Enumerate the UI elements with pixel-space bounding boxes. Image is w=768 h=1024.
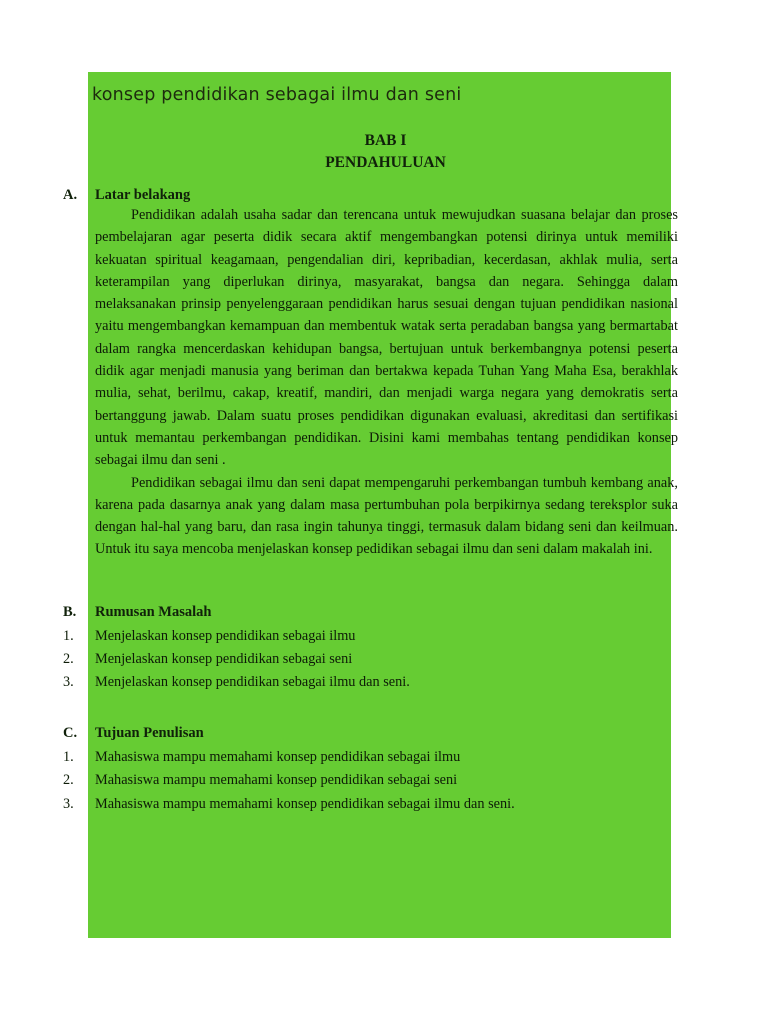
section-letter-c: C. bbox=[63, 725, 78, 742]
list-rumusan-masalah bbox=[63, 625, 678, 694]
list-item-text: Menjelaskan konsep pendidikan sebagai seni bbox=[95, 650, 353, 667]
section-heading-a bbox=[63, 187, 678, 204]
document-body bbox=[63, 130, 678, 816]
list-item bbox=[63, 625, 678, 648]
list-item bbox=[63, 648, 678, 671]
document-title: konsep pendidikan sebagai ilmu dan seni bbox=[92, 85, 462, 105]
list-item-number: 3. bbox=[63, 674, 74, 691]
section-letter-a: A. bbox=[63, 187, 78, 203]
list-item bbox=[63, 671, 678, 694]
chapter-heading bbox=[93, 130, 678, 174]
list-item-number: 2. bbox=[63, 650, 74, 667]
list-item-text: Menjelaskan konsep pendidikan sebagai ilmu bbox=[95, 627, 356, 644]
section-title-c: Tujuan Penulisan bbox=[95, 725, 204, 742]
list-item bbox=[63, 746, 678, 769]
chapter-heading-line-1: BAB I bbox=[364, 132, 407, 149]
paragraph-a-2: Pendidikan sebagai ilmu dan seni dapat mempengaruhi perkembangan tumbuh kembang anak, karena pada dasarnya anak yang dalam masa pertumbuhan pola berpikirnya sedang tereksplor suka dengan hal-hal yang baru, dan rasa ingin tahunya tinggi, termasuk dalam bidang seni dan keilmuan. Untuk itu saya mencoba menjelaskan konsep pedidikan sebagai ilmu dan seni dalam makalah ini. bbox=[95, 474, 678, 558]
section-letter-b: B. bbox=[63, 603, 77, 620]
section-title-b: Rumusan Masalah bbox=[95, 603, 212, 620]
section-heading-c bbox=[63, 725, 678, 742]
list-item-number: 1. bbox=[63, 627, 74, 644]
list-tujuan-penulisan bbox=[63, 746, 678, 815]
list-item-number: 1. bbox=[63, 749, 74, 766]
list-item-text: Mahasiswa mampu memahami konsep pendidikan sebagai ilmu dan seni. bbox=[95, 795, 515, 812]
section-title-a: Latar belakang bbox=[95, 187, 191, 203]
list-item-text: Mahasiswa mampu memahami konsep pendidikan sebagai ilmu bbox=[95, 749, 461, 766]
list-item-number: 3. bbox=[63, 795, 74, 812]
list-item-number: 2. bbox=[63, 772, 74, 789]
list-item-text: Mahasiswa mampu memahami konsep pendidikan sebagai seni bbox=[95, 772, 458, 789]
chapter-heading-line-2: PENDAHULUAN bbox=[325, 154, 446, 171]
list-item bbox=[63, 769, 678, 792]
list-item bbox=[63, 793, 678, 816]
section-heading-b bbox=[63, 604, 678, 621]
paragraph-a-1: Pendidikan adalah usaha sadar dan terencana untuk mewujudkan suasana belajar dan proses pembelajaran agar peserta didik secara aktif mengembangkan potensi dirinya untuk memiliki kekuatan spiritual keagamaan, pengendalian diri, kepribadian, kecerdasan, akhlak mulia, serta keterampilan yang diperlukan dirinya, masyarakat, bangsa dan negara. Sehingga dalam melaksanakan prinsip penyelenggaraan pendidikan harus sesuai dengan tujuan pendidikan nasional yaitu mengembangkan kemampuan dan membentuk watak serta peradaban bangsa yang bermartabat dalam rangka mencerdaskan kehidupan bangsa, bertujuan untuk berkembangnya potensi peserta didik agar menjadi manusia yang beriman dan bertakwa kepada Tuhan Yang Maha Esa, berakhlak mulia, sehat, berilmu, cakap, kreatif, mandiri, dan menjadi warga negara yang demokratis serta bertanggung jawab. Dalam suatu proses pendidikan digunakan evaluasi, akreditasi dan sertifikasi untuk memantau perkembangan pendidikan. Disini kami membahas tentang pendidikan konsep sebagai ilmu dan seni . bbox=[95, 207, 678, 469]
list-item-text: Menjelaskan konsep pendidikan sebagai ilmu dan seni. bbox=[95, 674, 410, 691]
